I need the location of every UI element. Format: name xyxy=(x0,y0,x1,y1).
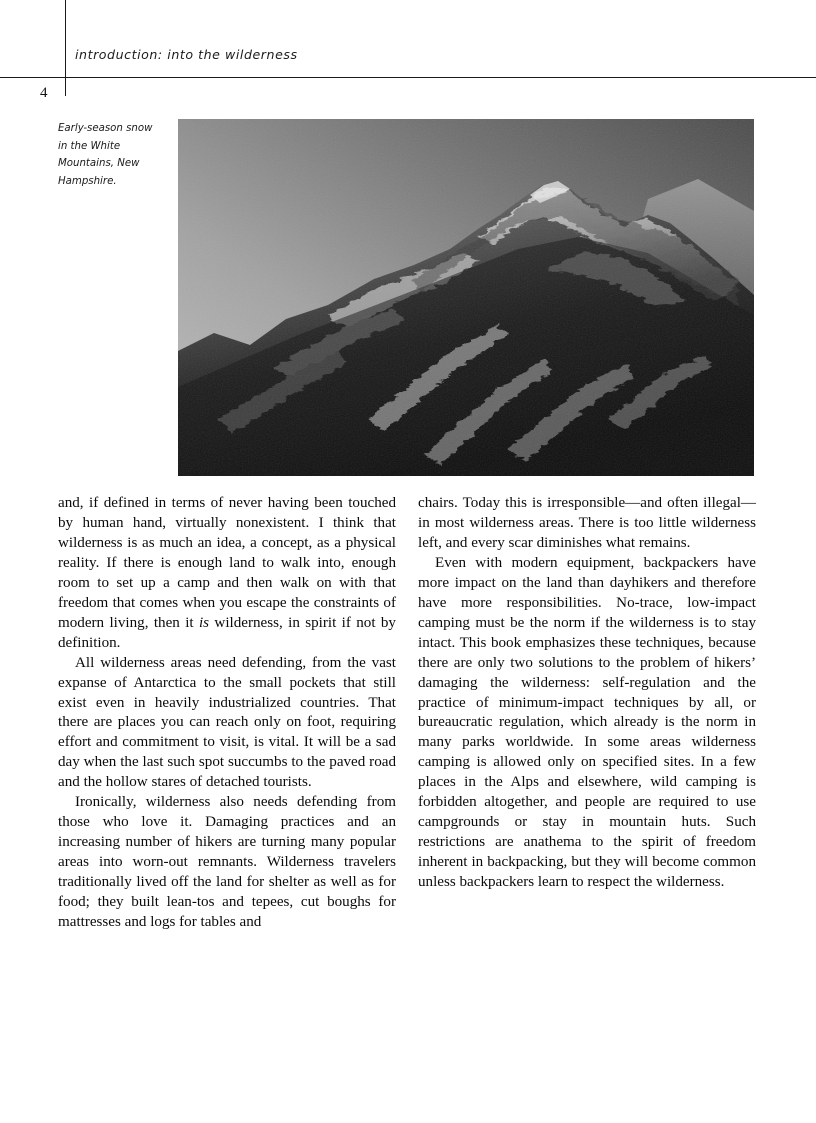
body-paragraph xyxy=(418,554,756,893)
body-text: wilderness, in spirit if not by definition. xyxy=(58,614,396,651)
body-paragraph xyxy=(58,494,396,654)
figure-photograph xyxy=(178,119,754,476)
body-text: and, if defined in terms of never having been touched by human hand, virtually nonexistent. I think that wilderness is as much an idea, a concept, as a physical reality. If there is enough land to walk into, enough room to set up a camp and then walk on with that freedom that comes when you escape the constraints of modern living, then it xyxy=(58,495,396,631)
body-columns xyxy=(58,494,756,933)
running-head: introduction: into the wilderness xyxy=(75,47,298,62)
body-text: Ironically, wilderness also needs defending from those who love it. Damaging practices and an increasing number of hikers are turning many popular areas into worn-out remnants. Wilderness travelers traditionally lived off the land for shelter as well as for food; they built lean-tos and tepees, cut boughs for mattresses and logs for tables and xyxy=(58,794,396,931)
mountain-photo-graphic xyxy=(178,119,754,476)
body-text: All wilderness areas need defending, from the vast expanse of Antarctica to the small pockets that still exist even in heavily industrialized countries. That there are places you can reach only on foot, requiring effort and commitment to visit, is vital. It will be a sad day when the last such spot succumbs to the paved road and the hollow stares of detached tourists. xyxy=(58,654,396,791)
body-paragraph xyxy=(418,494,756,554)
body-paragraph xyxy=(58,793,396,933)
body-paragraph xyxy=(58,654,396,794)
body-text: chairs. Today this is irresponsible—and often illegal—in most wilderness areas. There is too little wilderness left, and every scar diminishes what remains. xyxy=(418,495,756,551)
body-column-right xyxy=(418,494,756,893)
figure-caption: Early-season snow in the White Mountains, New Hampshire. xyxy=(58,123,153,187)
body-text: Even with modern equipment, backpackers have more impact on the land than dayhikers and therefore have more responsibilities. No-trace, low-impact camping must be the norm if the wilderness is to stay intact. This book emphasizes these techniques, because there are only two solutions to the problem of hikers’ damaging the wilderness: self-regulation and the practice of minimum-impact techniques by all, or bureaucratic regulation, which already is the norm in many parks worldwide. In some areas wilderness camping is allowed only on specified sites. In a few places in the Alps and elsewhere, wild camping is forbidden altogether, and people are required to use campgrounds or stay in mountain huts. Such restrictions are anathema to the spirit of freedom inherent in backpacking, but they will become common unless backpackers learn to respect the wilderness. xyxy=(418,554,756,891)
page-number: 4 xyxy=(40,85,48,101)
header-vertical-rule xyxy=(65,0,66,96)
emphasis-text: is xyxy=(198,614,210,631)
body-column-left xyxy=(58,494,396,933)
header-horizontal-rule xyxy=(0,77,816,78)
